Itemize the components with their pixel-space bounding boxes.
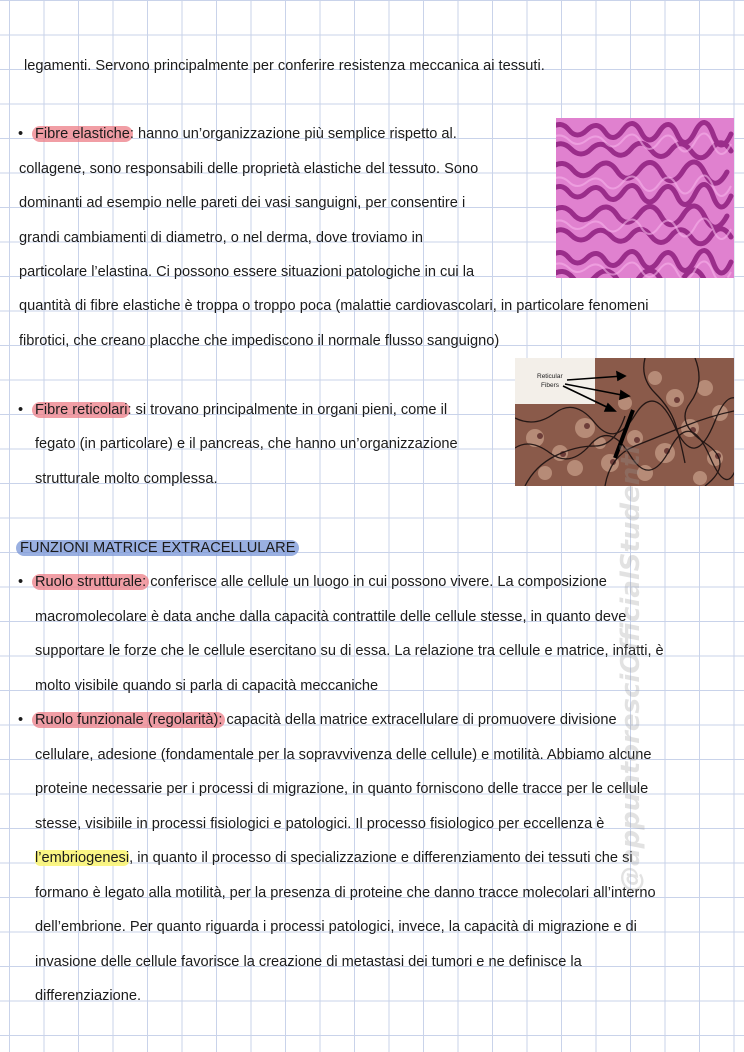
svg-text:Fibers: Fibers bbox=[541, 382, 560, 389]
elastic-line-3: dominanti ad esempio nelle pareti dei vasi sanguigni, per consentire i bbox=[19, 195, 466, 211]
elastic-line-1: Fibre elastiche: hanno un’organizzazione più semplice rispetto al. bbox=[35, 124, 457, 144]
elastic-fibers-micrograph bbox=[556, 118, 734, 278]
bullet: • bbox=[18, 402, 24, 418]
section-heading: FUNZIONI MATRICE EXTRACELLULARE bbox=[20, 538, 299, 558]
elastic-line-7: fibrotici, che creano placche che impediscono il normale flusso sanguigno) bbox=[19, 333, 500, 349]
structural-line-3: supportare le forze che le cellule esercitano su di essa. La relazione tra cellule e matrice, infatti, è bbox=[35, 643, 664, 659]
functional-line-4: stesse, visibiile in processi fisiologici e patologici. Il processo fisiologico per eccellenza è bbox=[35, 816, 605, 832]
functional-line-1: Ruolo funzionale (regolarità): capacità della matrice extracellulare di promuovere divisione bbox=[35, 710, 617, 730]
structural-line-2: macromolecolare è data anche dalla capacità contrattile delle cellule stesse, in quanto deve bbox=[35, 609, 627, 625]
reticular-line-3: strutturale molto complessa. bbox=[35, 471, 218, 487]
functional-line-5: l’embriogenesi, in quanto il processo di specializzazione e differenziamento dei tessuti che si bbox=[35, 850, 633, 866]
reticular-line-1: Fibre reticolari: si trovano principalmente in organi pieni, come il bbox=[35, 400, 447, 420]
reticular-term: Fibre reticolari bbox=[32, 402, 130, 418]
reticular-line-2: fegato (in particolare) e il pancreas, che hanno un’organizzazione bbox=[35, 436, 458, 452]
reticular-label: Reticular bbox=[537, 373, 563, 380]
bullet: • bbox=[18, 712, 24, 728]
functional-line-6: formano è legato alla motilità, per la presenza di proteine che danno tracce molecolari all’interno bbox=[35, 885, 656, 901]
bullet: • bbox=[18, 574, 24, 590]
functional-line-3: proteine necessarie per i processi di migrazione, in quanto forniscono delle tracce per le cellule bbox=[35, 781, 649, 797]
elastic-line-2: collagene, sono responsabili delle proprietà elastiche del tessuto. Sono bbox=[19, 161, 479, 177]
elastic-term: Fibre elastiche bbox=[32, 126, 133, 142]
functional-line-9: differenziazione. bbox=[35, 988, 142, 1004]
structural-line-4: molto visibile quando si parla di capacità meccaniche bbox=[35, 678, 379, 694]
functional-line-7: dell’embrione. Per quanto riguarda i processi patologici, invece, la capacità di migrazione e di bbox=[35, 919, 637, 935]
embryogenesis-term: l’embriogenesi bbox=[35, 850, 130, 866]
functional-term: Ruolo funzionale (regolarità): bbox=[32, 712, 225, 728]
watermark: @appuntoresciOfficialStudenti bbox=[616, 445, 646, 892]
elastic-line-4: grandi cambiamenti di diametro, o nel derma, dove troviamo in bbox=[19, 230, 423, 246]
intro-line: legamenti. Servono principalmente per conferire resistenza meccanica ai tessuti. bbox=[24, 58, 545, 74]
structural-line-1: Ruolo strutturale: conferisce alle cellule un luogo in cui possono vivere. La composizione bbox=[35, 572, 607, 592]
bullet: • bbox=[18, 126, 24, 142]
elastic-line-5: particolare l’elastina. Ci possono essere situazioni patologiche in cui la bbox=[19, 264, 475, 280]
elastic-line-6: quantità di fibre elastiche è troppa o troppo poca (malattie cardiovascolari, in particolare fenomeni bbox=[19, 298, 649, 314]
functional-line-8: invasione delle cellule favorisce la creazione di metastasi dei tumori e ne definisce la bbox=[35, 954, 582, 970]
structural-term: Ruolo strutturale: bbox=[32, 574, 149, 590]
functional-line-2: cellulare, adesione (fondamentale per la sopravvivenza delle cellule) e motilità. Abbiamo alcune bbox=[35, 747, 652, 763]
